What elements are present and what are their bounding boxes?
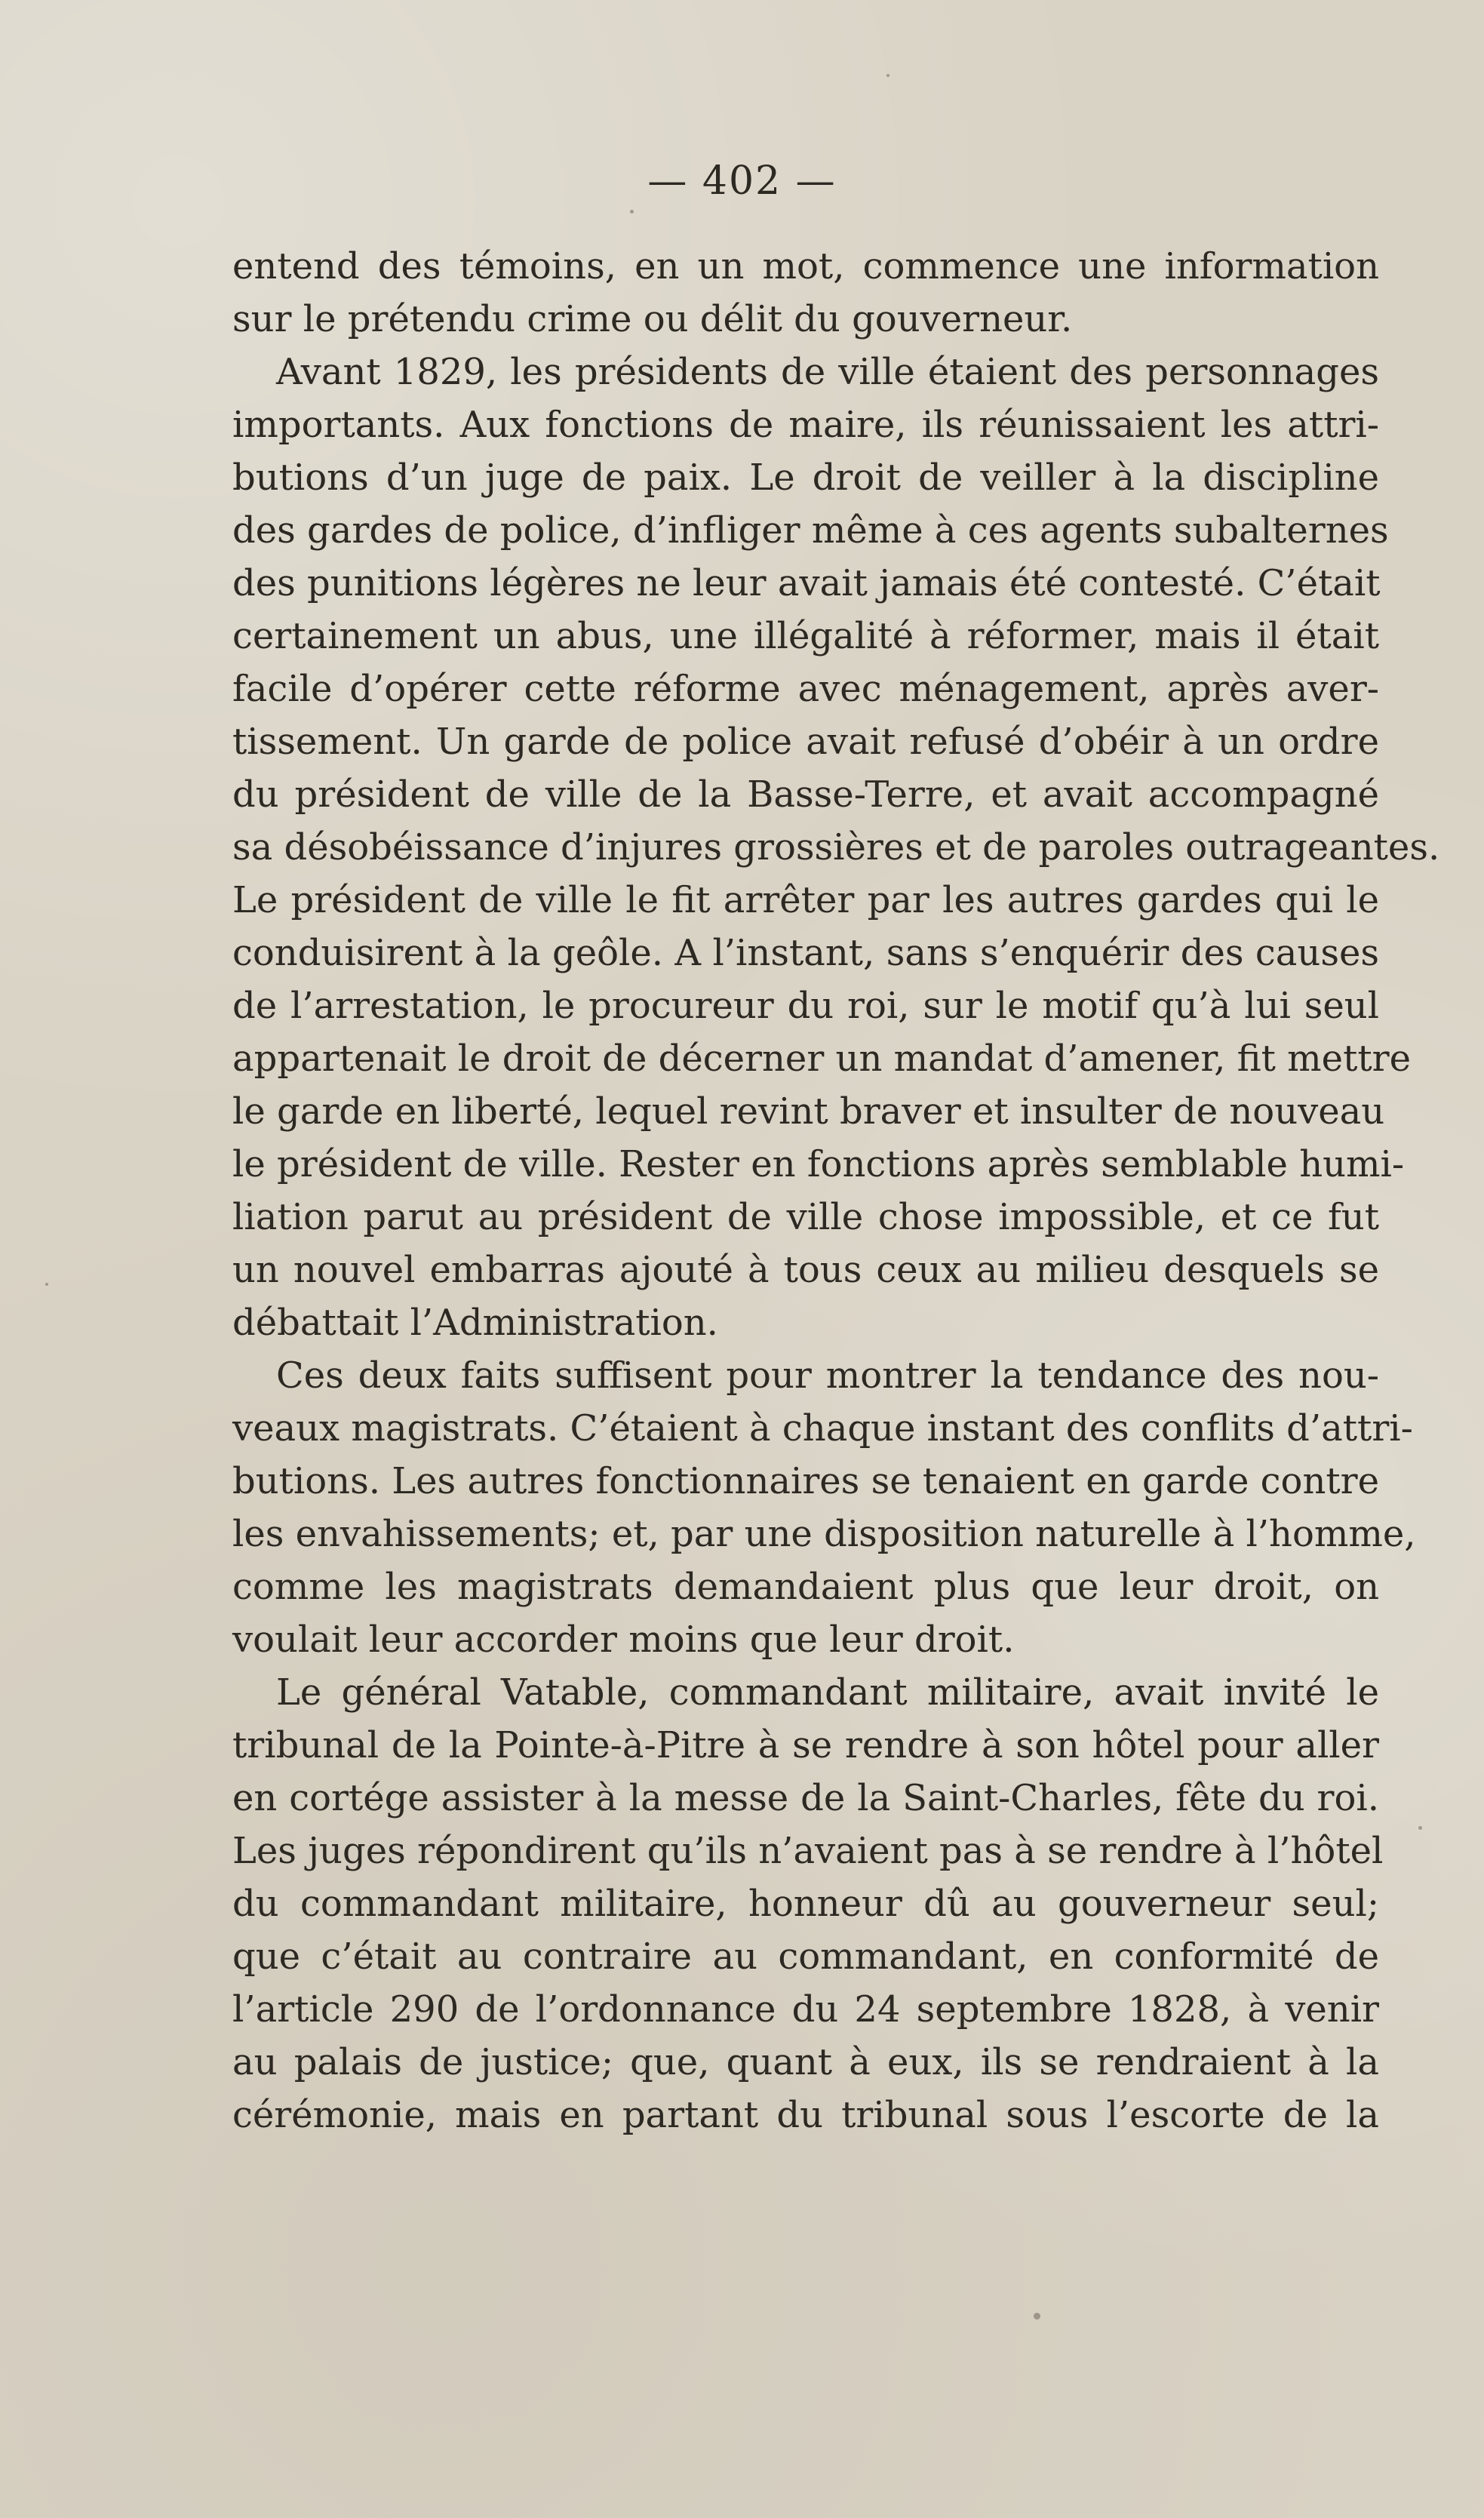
text-line: sur le prétendu crime ou délit du gouverneur. [232,298,1073,340]
text-line: butions d’un juge de paix. Le droit de veiller à la discipline [232,457,1379,499]
text-line: cérémonie, mais en partant du tribunal sous l’escorte de la [232,2094,1379,2136]
text-line: sa désobéissance d’injures grossières et de paroles outrageantes. [232,826,1440,869]
text-line: entend des témoins, en un mot, commence une information [232,245,1379,287]
paragraph-start-line: Avant 1829, les présidents de ville étaient des personnages [276,351,1379,393]
text-line: le garde en liberté, lequel revint braver et insulter de nouveau [232,1090,1385,1133]
text-line: de l’arrestation, le procureur du roi, sur le motif qu’à lui seul [232,985,1379,1027]
text-line: tissement. Un garde de police avait refusé d’obéir à un ordre [232,721,1379,763]
text-line: des punitions légères ne leur avait jamais été contesté. C’était [232,562,1381,604]
paper-speck [45,1283,48,1286]
text-line: du commandant militaire, honneur dû au gouverneur seul; [232,1883,1379,1925]
text-line: conduisirent à la geôle. A l’instant, sans s’enquérir des causes [232,932,1379,974]
paragraph-start-line: Ces deux faits suffisent pour montrer la tendance des nou- [276,1354,1379,1397]
text-line: des gardes de police, d’infliger même à ces agents subalternes [232,509,1389,552]
text-line: débattait l’Administration. [232,1302,718,1344]
text-line: Le président de ville le fit arrêter par les autres gardes qui le [232,879,1379,921]
text-line: un nouvel embarras ajouté à tous ceux au milieu desquels se [232,1249,1379,1291]
text-line: l’article 290 de l’ordonnance du 24 septembre 1828, à venir [232,1988,1379,2031]
text-line: liation parut au président de ville chose impossible, et ce fut [232,1196,1379,1238]
text-line: du président de ville de la Basse-Terre, et avait accompagné [232,773,1379,816]
text-line: facile d’opérer cette réforme avec ménagement, après aver- [232,668,1379,710]
text-line: les envahissements; et, par une disposition naturelle à l’homme, [232,1513,1416,1555]
text-line: appartenait le droit de décerner un mandat d’amener, fit mettre [232,1038,1411,1080]
text-line: en cortége assister à la messe de la Saint-Charles, fête du roi. [232,1777,1379,1819]
text-line: tribunal de la Pointe-à-Pitre à se rendre à son hôtel pour aller [232,1724,1379,1766]
paragraph-start-line: Le général Vatable, commandant militaire, avait invité le [276,1671,1379,1714]
text-line: au palais de justice; que, quant à eux, ils se rendraient à la [232,2041,1379,2083]
text-line: Les juges répondirent qu’ils n’avaient pas à se rendre à l’hôtel [232,1830,1384,1872]
paper-speck [1034,2313,1040,2320]
text-line: veaux magistrats. C’étaient à chaque instant des conflits d’attri- [232,1407,1413,1450]
body-text [232,240,1440,2141]
text-line: butions. Les autres fonctionnaires se tenaient en garde contre [232,1460,1379,1502]
paper-speck [886,74,889,77]
text-line: certainement un abus, une illégalité à réformer, mais il était [232,615,1379,657]
text-line: importants. Aux fonctions de maire, ils réunissaient les attri- [232,404,1379,446]
page-number: — 402 — [647,158,837,204]
text-line: comme les magistrats demandaient plus que leur droit, on [232,1566,1379,1608]
text-line: voulait leur accorder moins que leur droit. [232,1619,1015,1661]
text-line: le président de ville. Rester en fonctions après semblable humi- [232,1143,1405,1185]
text-line: que c’était au contraire au commandant, en conformité de [232,1935,1379,1978]
paper-speck [630,210,634,214]
paper-speck [1418,1826,1422,1830]
